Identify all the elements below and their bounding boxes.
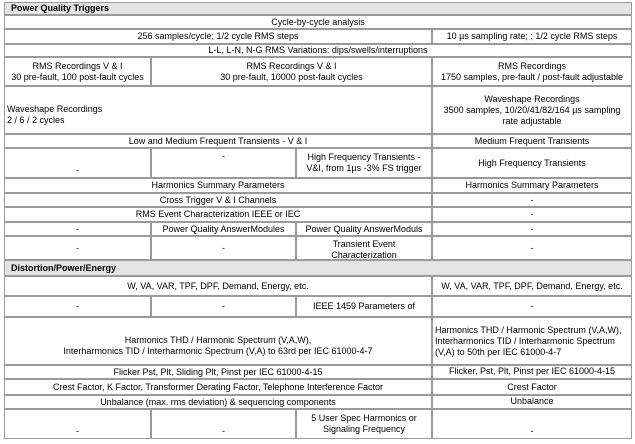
te-a-cell: - bbox=[4, 236, 151, 260]
harmonics-summary-right-cell: Harmonics Summary Parameters bbox=[432, 178, 632, 193]
unbalance-left-cell: Unbalance (max. rms deviation) & sequencing components bbox=[4, 395, 432, 409]
hft-c-cell: High Frequency Transients - V&I, from 1µs -3% FS trigger bbox=[296, 148, 432, 178]
rms-recordings-b-cell: RMS Recordings V & I 30 pre-fault, 10000 post-fault cycles bbox=[151, 57, 432, 86]
te-b-cell: - bbox=[151, 236, 296, 260]
samples-left-cell: 256 samples/cycle; 1/2 cycle RMS steps bbox=[4, 29, 432, 44]
waveshape-left-cell: Waveshape Recordings 2 / 6 / 2 cycles bbox=[4, 86, 432, 134]
transient-characterization-cell: Transient Event Characterization bbox=[296, 236, 432, 260]
cross-trigger-cell: Cross Trigger V & I Channels bbox=[4, 193, 432, 207]
user-a-cell: - bbox=[4, 409, 151, 439]
variations-cell: L-L, L-N, N-G RMS Variations: dips/swells/interruptions bbox=[4, 44, 632, 57]
medium-transients-cell: Medium Frequent Transients bbox=[432, 134, 632, 148]
hft-a-cell: - bbox=[4, 148, 151, 178]
harmonics-thd-right-cell: Harmonics THD / Harmonic Spectrum (V,A,W), Interharmonics TID / Interharmonic Spectrum (V,A) to 50th per IEC 61000-4-7 bbox=[432, 317, 632, 365]
harmonics-summary-left-cell: Harmonics Summary Parameters bbox=[4, 178, 432, 193]
section-header-triggers: Power Quality Triggers bbox=[4, 2, 632, 15]
hft-right-cell: High Frequency Transients bbox=[432, 148, 632, 178]
cycle-analysis-cell: Cycle-by-cycle analysis bbox=[4, 15, 632, 29]
power-params-left-cell: W, VA, VAR, TPF, DPF, Demand, Energy, etc. bbox=[4, 276, 432, 296]
ieee-1459-cell: IEEE 1459 Parameters of bbox=[296, 296, 432, 317]
waveshape-right-cell: Waveshape Recordings 3500 samples, 10/20/41/82/164 µs sampling rate adjustable bbox=[432, 86, 632, 134]
pq-answermoduls-cell: Power Quality AnswerModuls bbox=[296, 222, 432, 236]
crest-factor-right-cell: Crest Factor bbox=[432, 379, 632, 395]
rms-recordings-c-cell: RMS Recordings 1750 samples, pre-fault / post-fault adjustable bbox=[432, 57, 632, 86]
low-medium-transients-cell: Low and Medium Frequent Transients - V & I bbox=[4, 134, 432, 148]
pq-a-cell: - bbox=[4, 222, 151, 236]
rms-event-cell: RMS Event Characterization IEEE or IEC bbox=[4, 207, 432, 222]
user-right-cell: - bbox=[432, 409, 632, 439]
rms-recordings-a-cell: RMS Recordings V & I 30 pre-fault, 100 post-fault cycles bbox=[4, 57, 151, 86]
user-b-cell: - bbox=[151, 409, 296, 439]
samples-right-cell: 10 µs sampling rate; ; 1/2 cycle RMS steps bbox=[432, 29, 632, 44]
hft-b-cell: - bbox=[151, 148, 296, 178]
cross-trigger-right-cell: - bbox=[432, 193, 632, 207]
flicker-left-cell: Flicker Pst, Plt, Sliding Plt, Pinst per IEC 61000-4-15 bbox=[4, 365, 432, 379]
pq-answermodules-cell: Power Quality AnswerModules bbox=[151, 222, 296, 236]
ieee-b-cell: - bbox=[151, 296, 296, 317]
te-right-cell: - bbox=[432, 236, 632, 260]
ieee-a-cell: - bbox=[4, 296, 151, 317]
flicker-right-cell: Flicker, Pst, Plt, Pinst per IEC 61000-4-15 bbox=[432, 365, 632, 379]
harmonics-thd-left-cell: Harmonics THD / Harmonic Spectrum (V,A,W), Interharmonics TID / Interharmonic Spectrum (V,A) to 63rd per IEC 61000-4-7 bbox=[4, 317, 432, 365]
unbalance-right-cell: Unbalance bbox=[432, 395, 632, 409]
user-spec-harmonics-cell: 5 User Spec Harmonics or Signaling Frequency bbox=[296, 409, 432, 439]
pq-right-cell: - bbox=[432, 222, 632, 236]
rms-event-right-cell: - bbox=[432, 207, 632, 222]
section-header-distortion: Distortion/Power/Energy bbox=[4, 260, 632, 276]
power-params-right-cell: W, VA, VAR, TPF, DPF, Demand, Energy, etc. bbox=[432, 276, 632, 296]
crest-factor-left-cell: Crest Factor, K Factor, Transformer Derating Factor, Telephone Interference Factor bbox=[4, 379, 432, 395]
ieee-right-cell: - bbox=[432, 296, 632, 317]
